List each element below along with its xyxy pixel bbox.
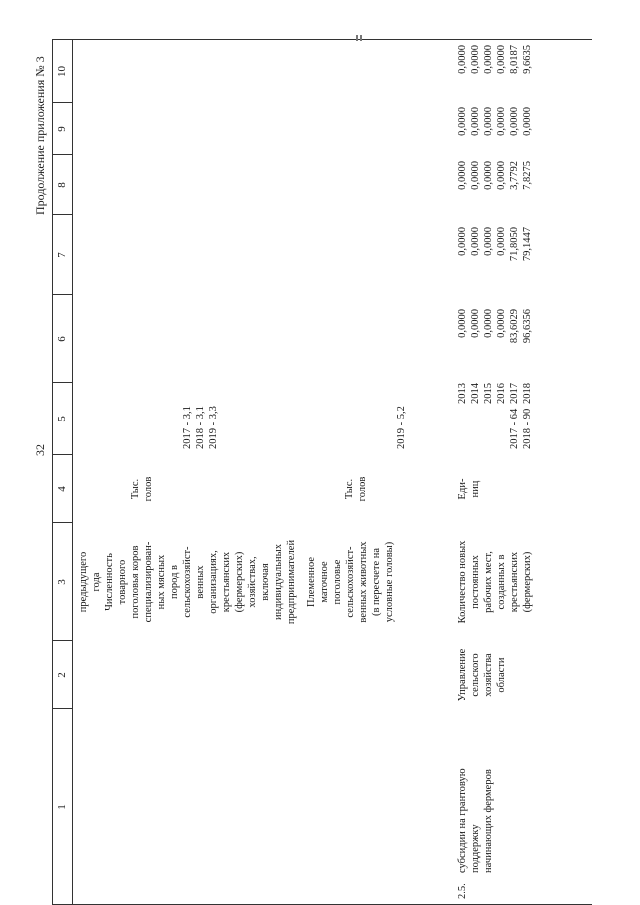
- row-c-executor-line: области: [496, 657, 507, 693]
- row-a-indicator-line: крестьянских: [221, 551, 232, 613]
- row-c-indicator-line: (фермерских): [522, 551, 533, 613]
- row-c-col10-value: 0,0000: [470, 45, 481, 74]
- row-a-target: 2019 - 3,3: [208, 406, 219, 449]
- row-a-target: 2018 - 3,1: [195, 406, 206, 449]
- row-c-col9-value: 0,0000: [509, 107, 520, 136]
- row-c-year: 2013: [457, 383, 468, 404]
- column-header-9: 9: [56, 126, 68, 132]
- row-c-year: 2017: [509, 383, 520, 404]
- table-top-border: [52, 40, 53, 905]
- row-c-indicator-line: рабочих мест,: [483, 551, 494, 613]
- row-b-indicator-line: поголовье: [332, 559, 343, 605]
- row-b-indicator-line: сельскохозяйст-: [345, 546, 356, 618]
- row-a-indicator-line: венных: [195, 565, 206, 599]
- row-a-indicator-line: предпринимателей: [286, 539, 297, 625]
- row-a-indicator-line: года: [91, 572, 102, 592]
- row-c-col10-value: 0,0000: [483, 45, 494, 74]
- row-a-unit-line: голов: [143, 476, 154, 502]
- scan-mark: [356, 35, 358, 41]
- row-a-target: 2017 - 3,1: [182, 406, 193, 449]
- row-c-executor-line: Управление: [457, 648, 468, 702]
- row-c-col9-value: 0,0000: [470, 107, 481, 136]
- row-c-col6-value: 0,0000: [470, 309, 481, 338]
- row-c-col9-value: 0,0000: [522, 107, 533, 136]
- row-c-unit-line: Еди-: [457, 478, 468, 500]
- column-header-6: 6: [56, 336, 68, 342]
- row-a-indicator-line: индивидуальных: [273, 544, 284, 620]
- row-c-target: 2017 - 64: [509, 408, 520, 449]
- row-b-unit-line: голов: [357, 476, 368, 502]
- row-a-indicator-line: специализирован-: [143, 541, 154, 623]
- row-a-indicator: [77, 523, 298, 641]
- row-c-col7-value: 79,1447: [522, 227, 533, 262]
- row-c-col10-value: 8,0187: [509, 45, 520, 74]
- table-right-border: [52, 39, 592, 40]
- row-a-indicator-line: хозяйствах,: [247, 556, 258, 608]
- row-c-col7-value: 0,0000: [457, 227, 468, 256]
- row-c-year: 2016: [496, 383, 507, 404]
- column-header-2: 2: [56, 672, 68, 678]
- column-header-5: 5: [56, 416, 68, 422]
- row-c-col7-value: 71,8050: [509, 227, 520, 262]
- row-a-indicator-line: (фермерских): [234, 551, 245, 613]
- column-header-4: 4: [56, 486, 68, 492]
- row-c-target: 2018 - 90: [522, 408, 533, 449]
- row-c-col10-value: 0,0000: [457, 45, 468, 74]
- row-c-col9-value: 0,0000: [457, 107, 468, 136]
- row-c-name-line: поддержку: [470, 824, 481, 873]
- row-a-indicator-line: организациях,: [208, 550, 219, 614]
- row-c-name-line: начинающих фермеров: [483, 769, 494, 873]
- appendix-continuation-label: Продолжение приложения № 3: [33, 56, 47, 215]
- row-a-indicator-line: включая: [260, 563, 271, 601]
- row-c-col8-value: 0,0000: [457, 161, 468, 190]
- row-c-name-line: субсидии на грантовую: [457, 768, 468, 873]
- row-c-number: 2.5.: [457, 883, 468, 899]
- row-c-col8-value: 7,8275: [522, 161, 533, 190]
- row-c-col6-value: 0,0000: [496, 309, 507, 338]
- row-c-col7-value: 0,0000: [496, 227, 507, 256]
- column-header-7: 7: [56, 252, 68, 258]
- row-c-executor-line: хозяйства: [483, 653, 494, 697]
- row-a-indicator-line: ных мясных: [156, 554, 167, 610]
- row-b-indicator-line: (в пересчете на: [371, 547, 382, 617]
- header-bottom-border: [72, 40, 73, 905]
- row-a-indicator-line: пород в: [169, 565, 180, 599]
- row-b-indicator-line: условные головы): [384, 541, 395, 623]
- row-c-year: 2014: [470, 383, 481, 404]
- row-c-unit-line: ниц: [470, 480, 481, 498]
- row-b-indicator: [305, 523, 396, 641]
- column-header-10: 10: [56, 66, 68, 77]
- row-b-indicator-line: венных животных: [358, 541, 369, 623]
- row-c-indicator-line: постоянных: [470, 555, 481, 609]
- row-a-indicator-line: товарного: [117, 559, 128, 605]
- row-a-indicator-line: сельскохозяйст-: [182, 546, 193, 618]
- row-b-indicator-line: Племенное: [306, 556, 317, 608]
- row-c-year: 2018: [522, 383, 533, 404]
- row-c-indicator-line: крестьянских: [509, 551, 520, 613]
- row-c-col6-value: 0,0000: [483, 309, 494, 338]
- row-c-executor-line: сельского: [470, 653, 481, 697]
- column-header-3: 3: [56, 579, 68, 585]
- row-a-unit-line: Тыс.: [130, 478, 141, 500]
- row-a-indicator-line: предыдущего: [78, 551, 89, 613]
- row-c-col7-value: 0,0000: [483, 227, 494, 256]
- row-c-col10-value: 9,6635: [522, 45, 533, 74]
- column-header-8: 8: [56, 182, 68, 188]
- row-a-indicator-line: Численность: [104, 553, 115, 611]
- column-header-1: 1: [56, 804, 68, 810]
- row-b-target: 2019 - 5,2: [396, 406, 407, 449]
- row-c-col8-value: 0,0000: [483, 161, 494, 190]
- row-c-col7-value: 0,0000: [470, 227, 481, 256]
- row-c-col8-value: 3,7792: [509, 161, 520, 190]
- row-c-col8-value: 0,0000: [470, 161, 481, 190]
- row-c-indicator-line: Количество новых: [457, 540, 468, 624]
- row-c-col6-value: 0,0000: [457, 309, 468, 338]
- row-c-col9-value: 0,0000: [496, 107, 507, 136]
- row-c-col9-value: 0,0000: [483, 107, 494, 136]
- row-c-col6-value: 83,6029: [509, 309, 520, 344]
- page-number: 32: [33, 444, 47, 456]
- row-b-indicator-line: маточное: [319, 561, 330, 603]
- row-b-unit-line: Тыс.: [344, 478, 355, 500]
- row-c-col6-value: 96,6356: [522, 309, 533, 344]
- scan-mark: [360, 35, 362, 41]
- row-c-col10-value: 0,0000: [496, 45, 507, 74]
- row-c-col8-value: 0,0000: [496, 161, 507, 190]
- row-a-indicator-line: поголовья коров: [130, 545, 141, 619]
- row-c-indicator-line: созданных в: [496, 554, 507, 610]
- row-c-year: 2015: [483, 383, 494, 404]
